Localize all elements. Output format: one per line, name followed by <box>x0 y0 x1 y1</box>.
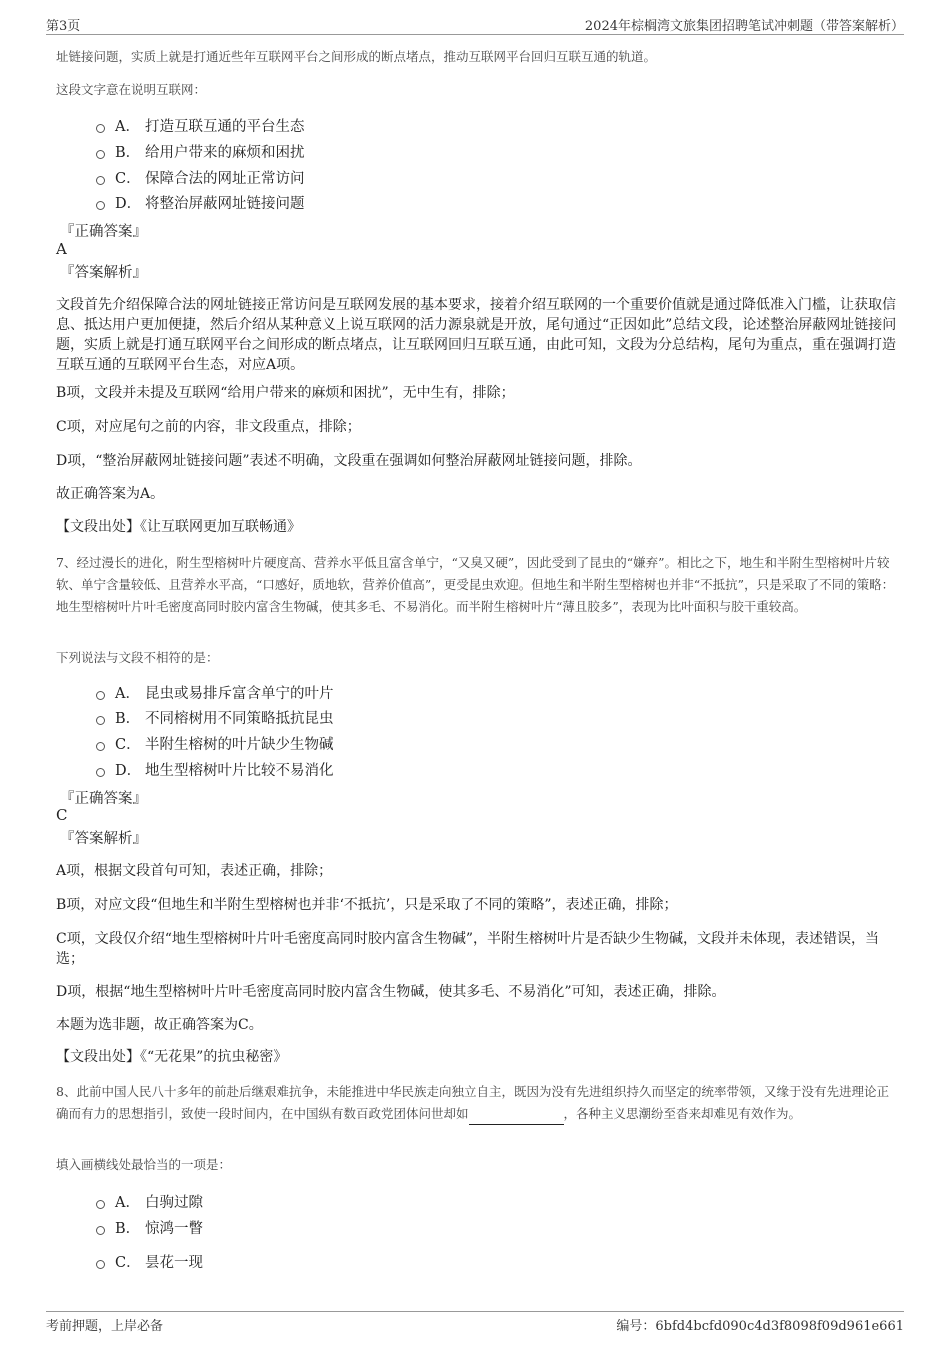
page-header <box>46 14 904 35</box>
footer-slogan: 考前押题，上岸必备 <box>46 1319 164 1334</box>
q8-prompt: 填入画横线处最恰当的一项是： <box>56 1157 232 1172</box>
q7-passage: 7、经过漫长的进化，附生型榕树叶片硬度高、营养水平低且富含单宁，“又臭又硬”，因此受到了昆虫的“嫌弃”。相比之下，地生和半附生型榕树叶片较软、单宁含量较低、且营养水平高，“口感好，质地软，营养价值高”，更受昆虫欢迎。但地生和半附生型榕树也并非“不抵抗”，只是采取了不同的策略：地生型榕树叶片叶毛密度高同时胶内富含生物碱，使其多毛、不易消化。而半附生榕树叶片“薄且胶多”，表现为比叶面积与胶干重较高。 <box>56 555 895 614</box>
radio-icon[interactable] <box>96 150 105 159</box>
page-footer <box>46 1311 904 1334</box>
q7-conclusion: 本题为选非题，故正确答案为C。 <box>56 1017 263 1033</box>
q7-analysis-label: 『答案解析』 <box>60 831 147 847</box>
radio-icon[interactable] <box>96 176 105 185</box>
radio-icon[interactable] <box>96 201 105 210</box>
radio-icon[interactable] <box>96 691 105 700</box>
radio-icon[interactable] <box>96 1226 105 1235</box>
q7-analysis-d: D项，根据“地生型榕树叶片叶毛密度高同时胶内富含生物碱，使其多毛、不易消化”可知，表述正确，排除。 <box>56 984 726 1000</box>
q8-passage: 8、此前中国人民八十多年的前赴后继艰难抗争，未能推进中华民族走向独立自主，既因为没有先进组织持久而坚定的统率带领，又缘于没有先进理论正确而有力的思想指引，致使一段时间内，在中国纵有数百政党团体问世却如 ，各种主义思潮纷至沓来却难见有效作为。 <box>56 1081 898 1125</box>
q8-option-b[interactable]: B． 惊鸿一瞥 <box>96 1216 203 1238</box>
q6-source: 【文段出处】《让互联网更加互联畅通》 <box>56 519 301 535</box>
q7-option-c[interactable]: C． 半附生榕树的叶片缺少生物碱 <box>96 732 334 754</box>
q6-option-c[interactable]: C． 保障合法的网址正常访问 <box>96 166 305 188</box>
q6-option-b[interactable]: B． 给用户带来的麻烦和困扰 <box>96 140 305 162</box>
radio-icon[interactable] <box>96 716 105 725</box>
q7-answer-label: 『正确答案』 <box>60 791 147 807</box>
q6-analysis-d: D项，“整治屏蔽网址链接问题”表述不明确，文段重在强调如何整治屏蔽网址链接问题，排除。 <box>56 453 642 469</box>
q6-option-d[interactable]: D． 将整治屏蔽网址链接问题 <box>96 191 305 213</box>
q7-answer: C <box>56 806 68 824</box>
q7-analysis-a: A项，根据文段首句可知，表述正确，排除； <box>56 863 333 879</box>
q6-analysis-c: C项，对应尾句之前的内容，非文段重点，排除； <box>56 419 361 435</box>
q8-option-c[interactable]: C． 昙花一现 <box>96 1250 203 1272</box>
q6-answer-label: 『正确答案』 <box>60 224 147 240</box>
q6-analysis-b: B项，文段并未提及互联网“给用户带来的麻烦和困扰”，无中生有，排除； <box>56 385 515 401</box>
q7-source: 【文段出处】《“无花果”的抗虫秘密》 <box>56 1049 288 1065</box>
q7-option-b[interactable]: B． 不同榕树用不同策略抵抗昆虫 <box>96 706 334 728</box>
q6-option-a[interactable]: A． 打造互联互通的平台生态 <box>96 114 305 136</box>
q7-analysis-b: B项，对应文段“但地生和半附生型榕树也并非‘不抵抗’，只是采取了不同的策略”，表述正确，排除； <box>56 897 678 913</box>
q7-option-a[interactable]: A． 昆虫或易排斥富含单宁的叶片 <box>96 681 334 703</box>
radio-icon[interactable] <box>96 768 105 777</box>
blank-line <box>469 1110 564 1125</box>
radio-icon[interactable] <box>96 124 105 133</box>
q6-passage-tail: 址链接问题，实质上就是打通近些年互联网平台之间形成的断点堵点，推动互联网平台回归互联互通的轨道。 <box>56 49 657 64</box>
document-title: 2024年棕榈湾文旅集团招聘笔试冲刺题（带答案解析） <box>584 19 904 34</box>
radio-icon[interactable] <box>96 742 105 751</box>
page-number: 第3页 <box>46 19 81 34</box>
q6-answer: A <box>56 240 67 258</box>
q6-prompt: 这段文字意在说明互联网： <box>56 82 207 97</box>
radio-icon[interactable] <box>96 1260 105 1269</box>
q6-analysis-main: 文段首先介绍保障合法的网址链接正常访问是互联网发展的基本要求，接着介绍互联网的一个重要价值就是通过降低准入门槛，让获取信息、抵达用户更加便捷，然后介绍从某种意义上说互联网的活力源泉就是开放，尾句通过“正因如此”总结文段，论述整治屏蔽网址链接问题，实质上就是打通互联网平台之间形成的断点堵点，让互联网回归互联互通，由此可知，文段为分总结构，尾句为重点，重在强调打造互联互通的互联网平台生态，对应A项。 <box>56 297 897 373</box>
q7-option-d[interactable]: D． 地生型榕树叶片比较不易消化 <box>96 758 334 780</box>
q8-option-a[interactable]: A． 白驹过隙 <box>96 1190 203 1212</box>
radio-icon[interactable] <box>96 1200 105 1209</box>
document-id: 编号：6bfd4bcfd090c4d3f8098f09d961e661 <box>616 1319 904 1334</box>
q7-analysis-c: C项，文段仅介绍“地生型榕树叶片叶毛密度高同时胶内富含生物碱”，半附生榕树叶片是否缺少生物碱，文段并未体现，表述错误，当选； <box>56 931 880 967</box>
q6-analysis-label: 『答案解析』 <box>60 265 147 281</box>
q7-prompt: 下列说法与文段不相符的是： <box>56 650 219 665</box>
q6-conclusion: 故正确答案为A。 <box>56 486 165 502</box>
